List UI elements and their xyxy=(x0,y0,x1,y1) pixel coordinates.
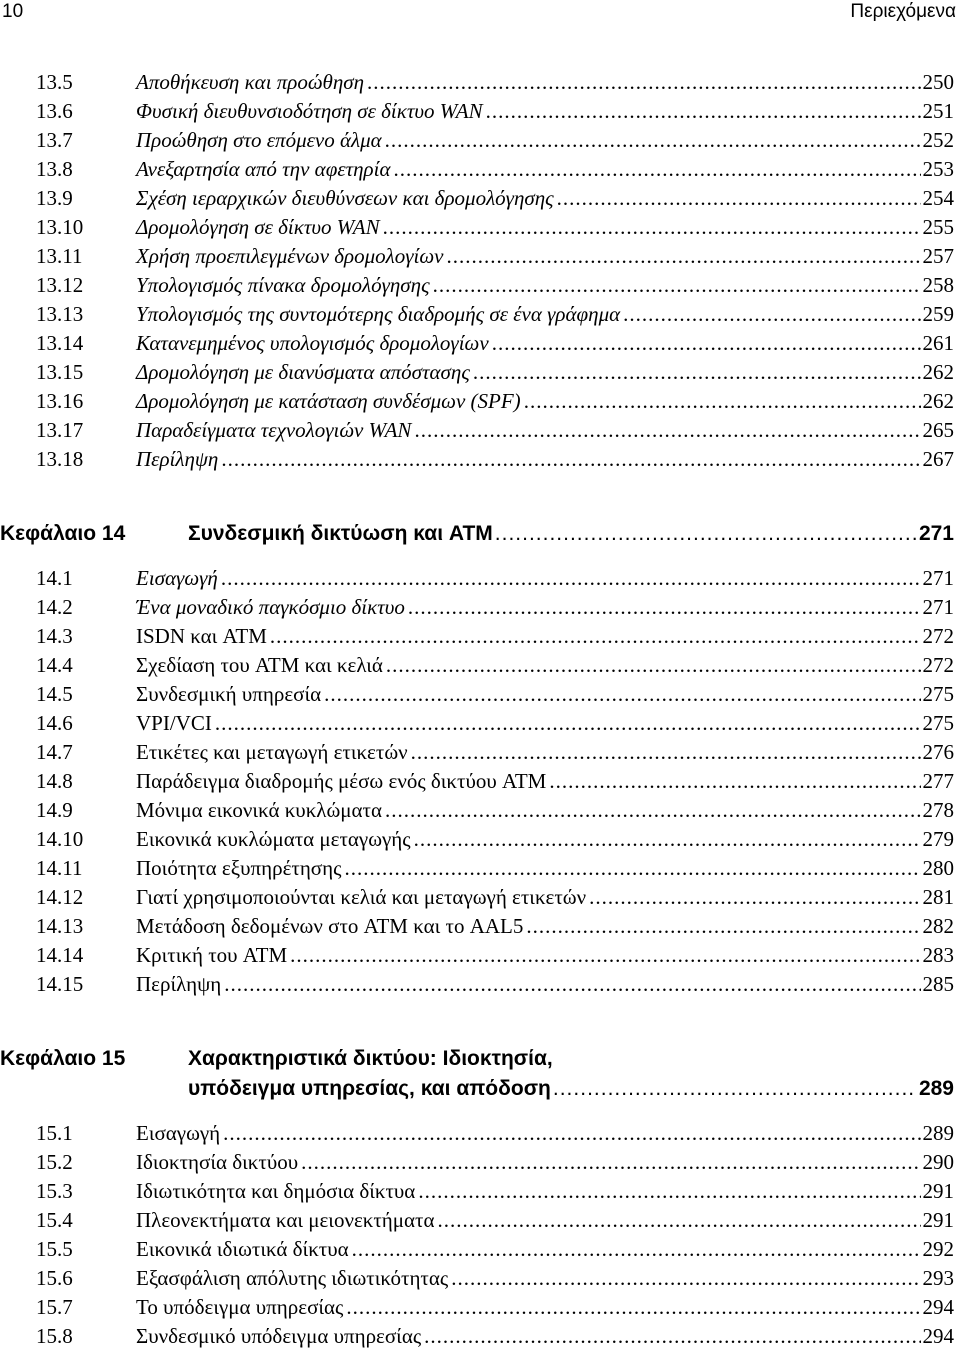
section-title: Ένα μοναδικό παγκόσμιο δίκτυο xyxy=(136,595,405,619)
section-number: 13.11 xyxy=(36,244,83,268)
section-title: ISDN και ATM xyxy=(136,624,267,648)
section-page: 275 xyxy=(922,682,954,706)
toc-entry[interactable] xyxy=(36,622,954,651)
dot-leader xyxy=(386,651,921,680)
toc-entry[interactable] xyxy=(36,564,954,593)
toc-entry[interactable] xyxy=(36,883,954,912)
section-page: 253 xyxy=(922,157,954,181)
dot-leader xyxy=(408,593,921,622)
section-number: 14.14 xyxy=(36,943,84,967)
dot-leader xyxy=(221,564,921,593)
section-page: 285 xyxy=(922,972,954,996)
toc-entry[interactable] xyxy=(36,184,954,213)
section-number: 15.2 xyxy=(36,1150,73,1174)
toc-entry[interactable] xyxy=(36,155,954,184)
section-title: Το υπόδειγμα υπηρεσίας xyxy=(136,1295,344,1319)
section-title: Μόνιμα εικονικά κυκλώματα xyxy=(136,798,382,822)
section-number: 14.7 xyxy=(36,740,73,764)
dot-leader xyxy=(224,970,920,999)
chapter-title: Συνδεσμική δικτύωση και ATM xyxy=(188,522,493,545)
dot-leader xyxy=(393,155,920,184)
section-page: 262 xyxy=(922,360,954,384)
section-title: Εικονικά κυκλώματα μεταγωγής xyxy=(136,827,411,851)
section-page: 271 xyxy=(922,566,954,590)
section-page: 250 xyxy=(922,70,954,94)
toc-entry[interactable] xyxy=(36,825,954,854)
section-page: 261 xyxy=(922,331,954,355)
section-title: Σχεδίαση του ATM και κελιά xyxy=(136,653,383,677)
section-page: 282 xyxy=(922,914,954,938)
section-title: Εικονικά ιδιωτικά δίκτυα xyxy=(136,1237,349,1261)
dot-leader xyxy=(549,767,920,796)
toc-entry[interactable] xyxy=(36,271,954,300)
section-number: 13.17 xyxy=(36,418,84,442)
section-number: 15.8 xyxy=(36,1324,73,1348)
chapter-heading[interactable] xyxy=(0,519,954,548)
section-number: 13.15 xyxy=(36,360,84,384)
dot-leader xyxy=(367,68,920,97)
section-number: 13.16 xyxy=(36,389,84,413)
section-page: 267 xyxy=(922,447,954,471)
dot-leader xyxy=(385,126,921,155)
section-number: 14.5 xyxy=(36,682,73,706)
section-number: 13.10 xyxy=(36,215,84,239)
dot-leader xyxy=(411,738,921,767)
dot-leader xyxy=(437,1206,920,1235)
section-title: Συνδεσμική υπηρεσία xyxy=(136,682,322,706)
section-title: Μετάδοση δεδομένων στο ATM και το AAL5 xyxy=(136,914,524,938)
section-number: 15.5 xyxy=(36,1237,73,1261)
section-number: 14.4 xyxy=(36,653,73,677)
section-page: 279 xyxy=(922,827,954,851)
toc-entry[interactable] xyxy=(36,738,954,767)
section-title: Κατανεμημένος υπολογισμός δρομολογίων xyxy=(136,331,489,355)
toc-entry[interactable] xyxy=(36,213,954,242)
section-title: Υπολογισμός της συντομότερης διαδρομής σε ένα γράφημα xyxy=(136,302,621,326)
section-title: Συνδεσμικό υπόδειγμα υπηρεσίας xyxy=(136,1324,422,1348)
section-title: Υπολογισμός πίνακα δρομολόγησης xyxy=(136,273,430,297)
chapter-title-line-1: Χαρακτηριστικά δικτύου: Ιδιοκτησία, xyxy=(188,1047,553,1070)
dot-leader xyxy=(414,825,921,854)
dot-leader xyxy=(290,941,920,970)
section-title: Εξασφάλιση απόλυτης ιδιωτικότητας xyxy=(136,1266,449,1290)
toc-entry[interactable] xyxy=(36,242,954,271)
section-number: 15.1 xyxy=(36,1121,73,1145)
section-page: 255 xyxy=(922,215,954,239)
toc-entry[interactable] xyxy=(36,1206,954,1235)
chapter-label: Κεφάλαιο 15 xyxy=(0,1047,126,1070)
section-page: 275 xyxy=(922,711,954,735)
dot-leader xyxy=(385,796,921,825)
section-title: Πλεονεκτήματα και μειονεκτήματα xyxy=(136,1208,435,1232)
section-title: Δρομολόγηση με κατάσταση συνδέσμων (SPF) xyxy=(136,389,521,413)
toc-entry[interactable] xyxy=(36,1177,954,1206)
toc-entry[interactable] xyxy=(36,1322,954,1351)
toc-entry[interactable] xyxy=(36,651,954,680)
toc-entry[interactable] xyxy=(36,1235,954,1264)
toc-entry[interactable] xyxy=(36,709,954,738)
dot-leader xyxy=(447,242,921,271)
section-title: Εισαγωγή xyxy=(136,1121,221,1145)
section-number: 13.13 xyxy=(36,302,84,326)
dot-leader xyxy=(221,445,920,474)
dot-leader xyxy=(344,854,920,883)
section-page: 293 xyxy=(922,1266,954,1290)
dot-leader xyxy=(623,300,920,329)
toc-entry[interactable] xyxy=(36,1119,954,1148)
section-page: 272 xyxy=(922,653,954,677)
section-page: 276 xyxy=(922,740,954,764)
section-number: 13.6 xyxy=(36,99,73,123)
section-page: 294 xyxy=(922,1295,954,1319)
running-header: Περιεχόμενα xyxy=(850,1,956,22)
section-title: Παραδείγματα τεχνολογιών WAN xyxy=(136,418,412,442)
section-page: 265 xyxy=(922,418,954,442)
section-number: 13.14 xyxy=(36,331,84,355)
section-title: Ανεξαρτησία από την αφετηρία xyxy=(136,157,391,181)
section-number: 14.8 xyxy=(36,769,73,793)
section-title: Σχέση ιεραρχικών διευθύνσεων και δρομολόγησης xyxy=(136,186,554,210)
section-page: 283 xyxy=(922,943,954,967)
dot-leader xyxy=(324,680,920,709)
dot-leader xyxy=(383,213,921,242)
toc-entry[interactable] xyxy=(36,680,954,709)
toc-entry[interactable] xyxy=(36,796,954,825)
section-title: Ιδιοκτησία δικτύου xyxy=(136,1150,299,1174)
dot-leader xyxy=(418,1177,920,1206)
toc-entry[interactable] xyxy=(36,300,954,329)
section-page: 277 xyxy=(922,769,954,793)
dot-leader xyxy=(495,519,917,548)
section-title: Δρομολόγηση με διανύσματα απόστασης xyxy=(136,360,470,384)
section-page: 291 xyxy=(922,1208,954,1232)
toc-entry[interactable] xyxy=(36,126,954,155)
section-page: 262 xyxy=(922,389,954,413)
toc-entry[interactable] xyxy=(36,1293,954,1322)
section-number: 14.9 xyxy=(36,798,73,822)
chapter-heading[interactable] xyxy=(0,1044,954,1073)
toc-entry[interactable] xyxy=(36,68,954,97)
dot-leader xyxy=(524,387,921,416)
section-page: 272 xyxy=(922,624,954,648)
chapter-label: Κεφάλαιο 14 xyxy=(0,522,126,545)
dot-leader xyxy=(215,709,921,738)
section-title: VPI/VCI xyxy=(136,711,212,735)
section-title: Περίληψη xyxy=(136,447,219,471)
toc-entry[interactable] xyxy=(36,329,954,358)
chapter-heading-continuation[interactable] xyxy=(188,1074,954,1103)
section-title: Φυσική διευθυνσιοδότηση σε δίκτυο WAN xyxy=(136,99,483,123)
section-title: Αποθήκευση και προώθηση xyxy=(136,70,365,94)
dot-leader xyxy=(424,1322,920,1351)
toc-entry[interactable] xyxy=(36,970,954,999)
section-number: 14.15 xyxy=(36,972,84,996)
section-page: 271 xyxy=(922,595,954,619)
page-number: 10 xyxy=(2,1,24,22)
section-title: Ποιότητα εξυπηρέτησης xyxy=(136,856,342,880)
toc-entry[interactable] xyxy=(36,97,954,126)
chapter-page: 289 xyxy=(918,1077,954,1100)
section-title: Χρήση προεπιλεγμένων δρομολογίων xyxy=(136,244,444,268)
section-number: 14.2 xyxy=(36,595,73,619)
dot-leader xyxy=(589,883,920,912)
section-page: 252 xyxy=(922,128,954,152)
dot-leader xyxy=(451,1264,920,1293)
toc-entry[interactable] xyxy=(36,387,954,416)
toc-entry[interactable] xyxy=(36,941,954,970)
dot-leader xyxy=(486,97,921,126)
section-page: 278 xyxy=(922,798,954,822)
dot-leader xyxy=(473,358,921,387)
section-page: 294 xyxy=(922,1324,954,1348)
dot-leader xyxy=(557,184,921,213)
chapter-title-line-2: υπόδειγμα υπηρεσίας, και απόδοση xyxy=(188,1077,551,1100)
section-number: 13.5 xyxy=(36,70,73,94)
section-number: 15.4 xyxy=(36,1208,73,1232)
toc-entry[interactable] xyxy=(36,1148,954,1177)
toc-entry[interactable] xyxy=(36,445,954,474)
section-title: Ιδιωτικότητα και δημόσια δίκτυα xyxy=(136,1179,416,1203)
toc-entry[interactable] xyxy=(36,358,954,387)
section-number: 14.1 xyxy=(36,566,73,590)
dot-leader xyxy=(433,271,921,300)
section-page: 251 xyxy=(922,99,954,123)
section-page: 257 xyxy=(922,244,954,268)
section-page: 258 xyxy=(922,273,954,297)
section-page: 281 xyxy=(922,885,954,909)
section-number: 14.6 xyxy=(36,711,73,735)
section-number: 15.3 xyxy=(36,1179,73,1203)
section-number: 14.3 xyxy=(36,624,73,648)
dot-leader xyxy=(352,1235,921,1264)
section-page: 289 xyxy=(922,1121,954,1145)
dot-leader xyxy=(223,1119,920,1148)
section-page: 259 xyxy=(922,302,954,326)
section-number: 13.7 xyxy=(36,128,73,152)
dot-leader xyxy=(414,416,920,445)
section-number: 14.13 xyxy=(36,914,84,938)
toc-entry[interactable] xyxy=(36,416,954,445)
section-page: 280 xyxy=(922,856,954,880)
chapter-page: 271 xyxy=(918,522,954,545)
section-page: 254 xyxy=(922,186,954,210)
section-number: 13.8 xyxy=(36,157,73,181)
section-title: Προώθηση στο επόμενο άλμα xyxy=(136,128,382,152)
toc-entry[interactable] xyxy=(36,854,954,883)
dot-leader xyxy=(492,329,921,358)
section-title: Ετικέτες και μεταγωγή ετικετών xyxy=(136,740,408,764)
toc-entry[interactable] xyxy=(36,593,954,622)
section-title: Κριτική του ATM xyxy=(136,943,288,967)
section-number: 15.6 xyxy=(36,1266,73,1290)
section-page: 291 xyxy=(922,1179,954,1203)
toc-entry[interactable] xyxy=(36,1264,954,1293)
dot-leader xyxy=(301,1148,920,1177)
section-number: 13.9 xyxy=(36,186,73,210)
section-title: Παράδειγμα διαδρομής μέσω ενός δικτύου ATM xyxy=(136,769,547,793)
section-number: 13.12 xyxy=(36,273,84,297)
section-title: Δρομολόγηση σε δίκτυο WAN xyxy=(136,215,380,239)
section-title: Γιατί χρησιμοποιούνται κελιά και μεταγωγή ετικετών xyxy=(136,885,587,909)
section-title: Εισαγωγή xyxy=(136,566,218,590)
section-title: Περίληψη xyxy=(136,972,222,996)
dot-leader xyxy=(346,1293,920,1322)
dot-leader xyxy=(270,622,921,651)
section-number: 14.12 xyxy=(36,885,84,909)
dot-leader xyxy=(526,912,920,941)
toc-entry[interactable] xyxy=(36,912,954,941)
toc-entry[interactable] xyxy=(36,767,954,796)
section-number: 15.7 xyxy=(36,1295,73,1319)
section-number: 14.10 xyxy=(36,827,84,851)
section-number: 13.18 xyxy=(36,447,84,471)
section-number: 14.11 xyxy=(36,856,83,880)
section-page: 292 xyxy=(922,1237,954,1261)
section-page: 290 xyxy=(922,1150,954,1174)
dot-leader xyxy=(553,1074,917,1103)
